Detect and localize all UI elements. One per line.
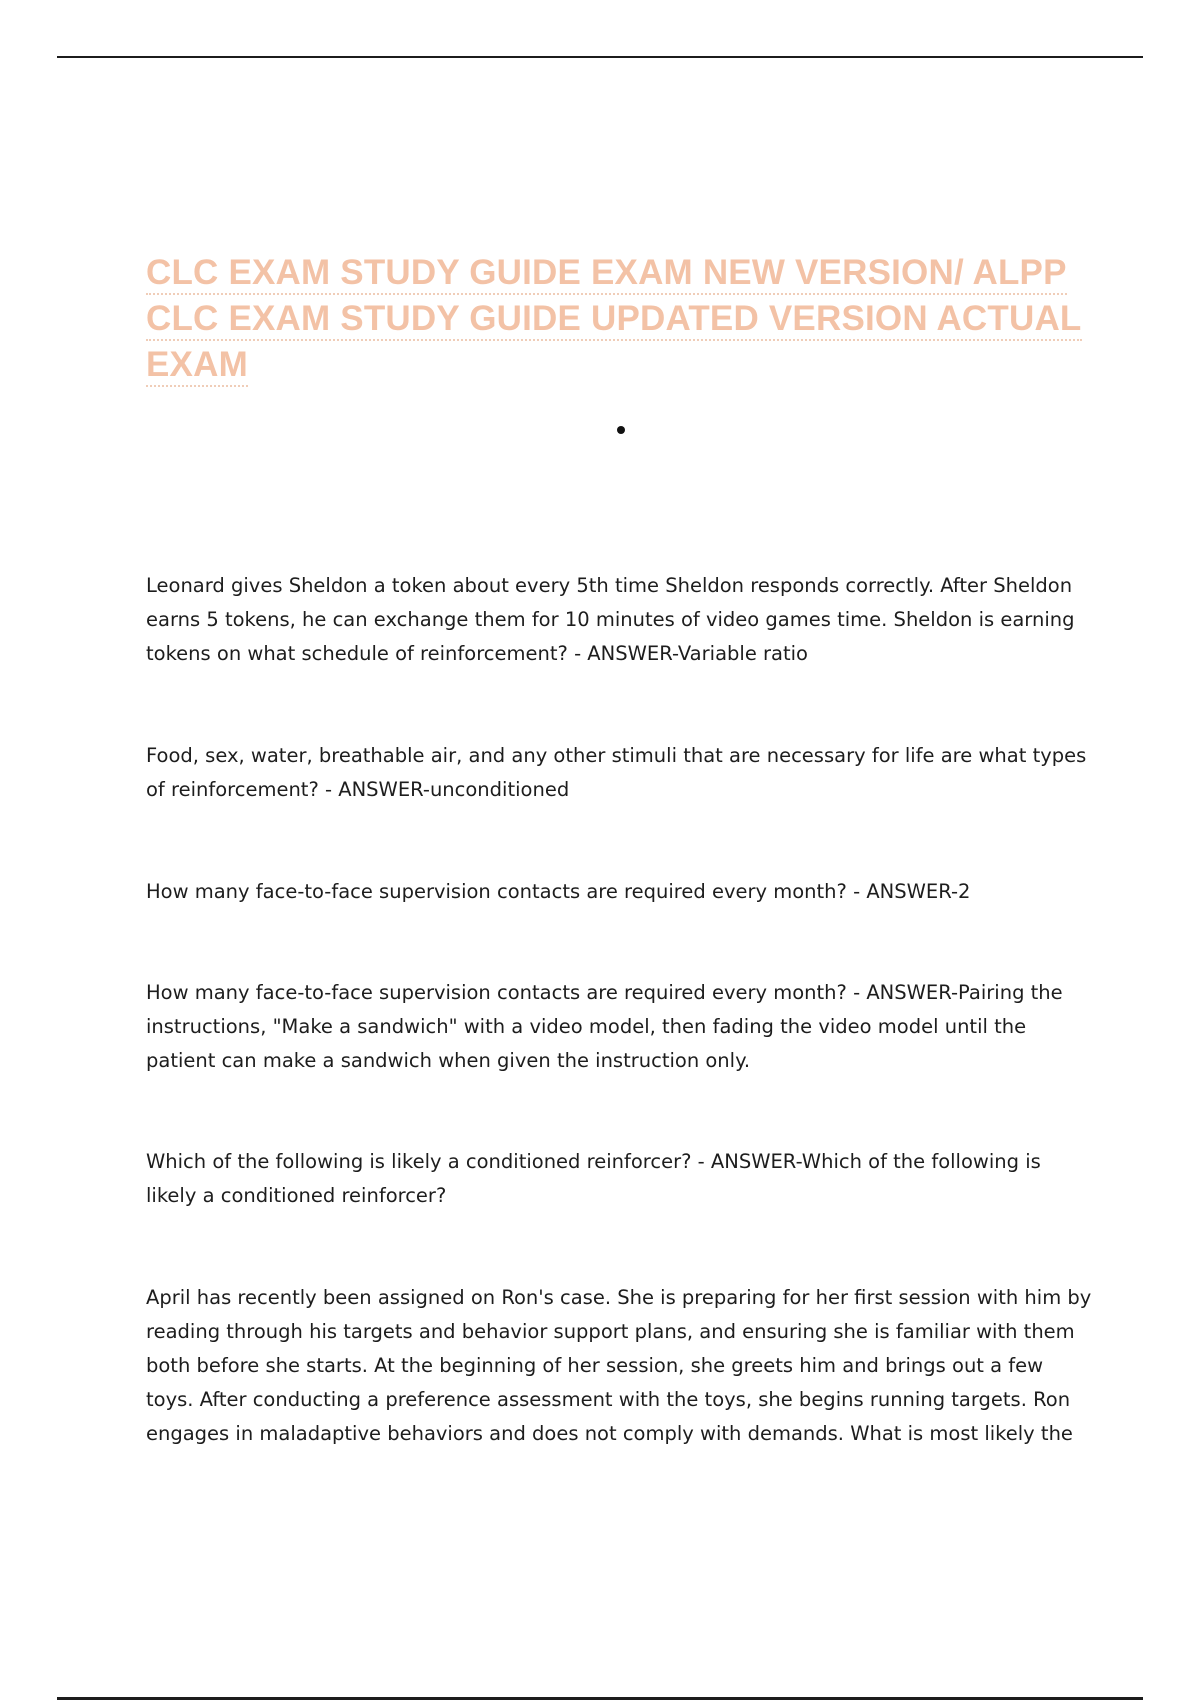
qa-entry-2: Food, sex, water, breathable air, and any other stimuli that are necessary for life are what types of reinforcement? - ANSWER-unconditioned: [146, 744, 1087, 801]
document-title-text: CLC EXAM STUDY GUIDE EXAM NEW VERSION/ ALPP CLC EXAM STUDY GUIDE UPDATED VERSION ACTUAL EXAM: [146, 253, 1082, 387]
qa-entry-1: Leonard gives Sheldon a token about every 5th time Sheldon responds correctly. After Sheldon earns 5 tokens, he can exchange them for 10 minutes of video games time. Sheldon is earning tokens on what schedule of reinforcement? - ANSWER-Variable ratio: [146, 574, 1075, 665]
qa-entry-3: How many face-to-face supervision contacts are required every month? - ANSWER-2: [146, 880, 971, 903]
qa-entry-6: April has recently been assigned on Ron's case. She is preparing for her first session with him by reading through his targets and behavior support plans, and ensuring she is familiar with them both before she starts. At the beginning of her session, she greets him and brings out a few toys. After conducting a preference assessment with the toys, she begins running targets. Ron engages in maladaptive behaviors and does not comply with demands. What is most likely the: [146, 1286, 1092, 1445]
qa-entry-4: How many face-to-face supervision contacts are required every month? - ANSWER-Pairing the instructions, "Make a sandwich" with a video model, then fading the video model until the patient can make a sandwich when given the instruction only.: [146, 981, 1063, 1072]
bullet-dot: [617, 426, 625, 434]
document-title: [146, 250, 1106, 388]
top-rule: [57, 56, 1143, 58]
qa-entry-5: Which of the following is likely a conditioned reinforcer? - ANSWER-Which of the following is likely a conditioned reinforcer?: [146, 1150, 1041, 1207]
